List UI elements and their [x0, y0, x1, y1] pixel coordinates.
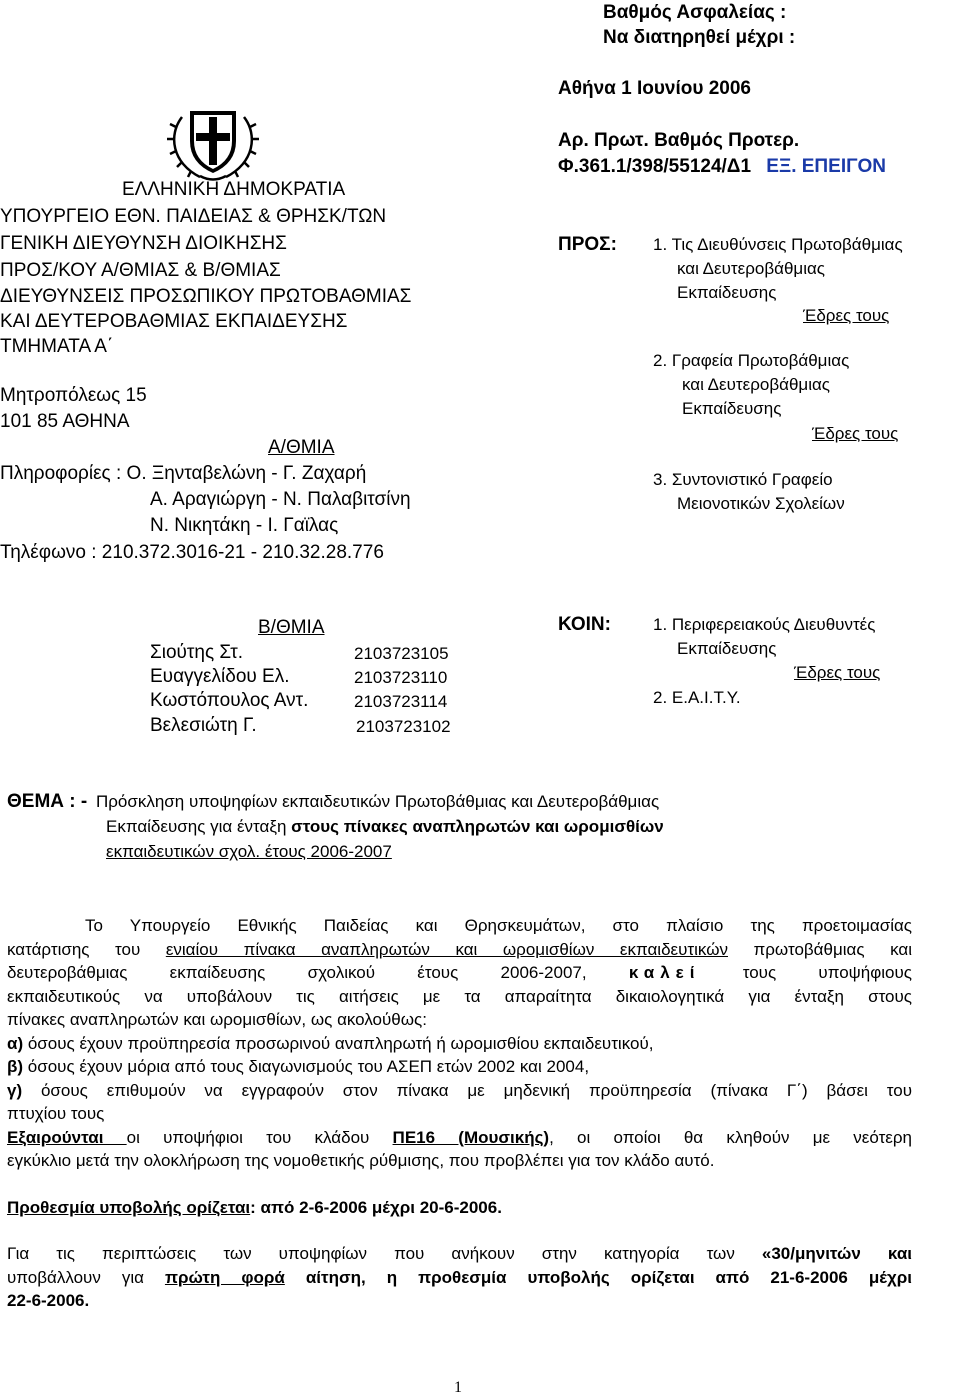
header-line-3: ΓΕΝΙΚΗ ΔΙΕΥΘΥΝΣΗ ΔΙΟΙΚΗΣΗΣ	[0, 233, 287, 254]
security-grade: Βαθμός Ασφαλείας :	[603, 2, 787, 23]
body-p1-l5: πίνακες αναπληρωτών και ωρομισθίων, ως ακολούθως:	[7, 1010, 427, 1029]
pros-item-1-l3: Εκπαίδευσης	[677, 283, 777, 302]
security-keep-until: Να διατηρηθεί μέχρι :	[603, 27, 796, 48]
body-deadline: Προθεσμία υποβολής ορίζεται: από 2-6-2006 μέχρι 20-6-2006.	[7, 1197, 502, 1217]
body-text	[7, 914, 912, 1313]
contact-name: Σιούτης Στ.	[150, 642, 244, 663]
ref-number: Φ.361.1/398/55124/Δ1	[558, 156, 752, 177]
contact-phone: 2103723114	[354, 692, 448, 711]
body-p1-l4: εκπαιδευτικούς να υποβάλουν τις αιτήσεις με τα απαραίτητα δικαιολογητικά για ένταξη στους	[7, 986, 912, 1006]
pros-item-3-l1: 3. Συντονιστικό Γραφείο	[653, 470, 833, 489]
info-line-1: Πληροφορίες : Ο. Ξηνταβελώνη - Γ. Ζαχαρή	[0, 463, 367, 484]
address-city: 101 85 ΑΘΗΝΑ	[0, 411, 130, 432]
subject-label: ΘΕΜΑ : -	[7, 791, 88, 812]
pros-label: ΠΡΟΣ:	[558, 234, 617, 255]
contact-phone: 2103723110	[354, 668, 448, 687]
address-street: Μητροπόλεως 15	[0, 385, 147, 406]
pros-item-2-l1: 2. Γραφεία Πρωτοβάθμιας	[653, 351, 850, 370]
body-item-c-l2: πτυχίου τους	[7, 1104, 105, 1123]
ref-urgent: ΕΞ. ΕΠΕΙΓΟΝ	[766, 156, 887, 177]
header-line-2: ΥΠΟΥΡΓΕΙΟ ΕΘΝ. ΠΑΙΔΕΙΑΣ & ΘΡΗΣΚ/ΤΩΝ	[0, 206, 387, 227]
info-line-2: Α. Αραγιώργη - Ν. Παλαβιτσίνη	[150, 489, 411, 510]
koin-item-1-l1: 1. Περιφερειακούς Διευθυντές	[653, 615, 876, 634]
body-item-b: β) όσους έχουν μόρια από τους διαγωνισμούς του ΑΣΕΠ ετών 2002 και 2004,	[7, 1057, 590, 1076]
body-item-c-l1: γ) όσους επιθυμούν να εγγραφούν στον πίνακα με μηδενική προϋπηρεσία (πίνακα Γ΄) βάσει του	[7, 1080, 912, 1100]
contact-name: Βελεσιώτη Γ.	[150, 715, 257, 736]
greek-emblem-icon	[160, 97, 266, 183]
subject-line-3: εκπαιδευτικών σχολ. έτους 2006-2007	[106, 842, 392, 861]
body-last-l2: υποβάλλουν για πρώτη φορά αίτηση, η προθεσμία υποβολής ορίζεται από 21-6-2006 μέχρι	[7, 1267, 912, 1287]
pros-item-1-l1: 1. Τις Διευθύνσεις Πρωτοβάθμιας	[653, 235, 903, 254]
header-line-5: ΔΙΕΥΘΥΝΣΕΙΣ ΠΡΟΣΩΠΙΚΟΥ ΠΡΩΤΟΒΑΘΜΙΑΣ	[0, 286, 412, 307]
header-line-7: ΤΜΗΜΑΤΑ Α΄	[0, 336, 114, 357]
subject-line-2a: Εκπαίδευσης για ένταξη	[106, 817, 292, 836]
pros-item-1-l4: Έδρες τους	[803, 306, 890, 325]
body-item-a: α) όσους έχουν προϋπηρεσία προσωρινού αναπληρωτή ή ωρομισθίου εκπαιδευτικού,	[7, 1033, 654, 1053]
header-line-1: ΕΛΛΗΝΙΚΗ ΔΗΜΟΚΡΑΤΙΑ	[122, 179, 346, 200]
subject-line-2b: στους πίνακες αναπληρωτών και ωρομισθίων	[291, 817, 664, 836]
body-last-l3: 22-6-2006.	[7, 1291, 90, 1310]
body-last-l1: Για τις περιπτώσεις των υποψηφίων που ανήκουν στην κατηγορία των «30/μηνιτών και	[7, 1244, 912, 1263]
body-p1-l2: κατάρτισης του ενιαίου πίνακα αναπληρωτών και ωρομισθίων εκπαιδευτικών πρωτοβάθμιας και	[7, 939, 912, 959]
pros-item-3-l2: Μειονοτικών Σχολείων	[677, 494, 845, 513]
document-date: Αθήνα 1 Ιουνίου 2006	[558, 78, 751, 99]
phone-line: Τηλέφωνο : 210.372.3016-21 - 210.32.28.776	[0, 542, 384, 563]
pros-item-2-l2: και Δευτεροβάθμιας	[682, 375, 830, 394]
pros-item-1-l2: και Δευτεροβάθμιας	[677, 259, 825, 278]
b-thmia-title: Β/ΘΜΙΑ	[258, 617, 325, 638]
header-line-4: ΠΡΟΣ/ΚΟΥ Α/ΘΜΙΑΣ & Β/ΘΜΙΑΣ	[0, 260, 281, 281]
body-exception-l2: εγκύκλιο μετά την ολοκλήρωση της νομοθετικής ρύθμισης, που προβλέπει για τον κλάδο αυτό.	[7, 1151, 715, 1170]
body-p1-l3: δευτεροβάθμιας εκπαίδευσης σχολικού έτους 2006-2007, καλεί τους υποψήφιους	[7, 963, 912, 982]
subject-line-1: Πρόσκληση υποψηφίων εκπαιδευτικών Πρωτοβάθμιας και Δευτεροβάθμιας	[95, 792, 660, 811]
contact-name: Ευαγγελίδου Ελ.	[150, 666, 290, 687]
a-thmia-title: Α/ΘΜΙΑ	[268, 437, 335, 458]
contact-name: Κωστόπουλος Αντ.	[150, 690, 309, 711]
contact-phone: 2103723102	[356, 717, 451, 736]
body-p1-l1: Το Υπουργείο Εθνικής Παιδείας και Θρησκευμάτων, στο πλαίσιο της προετοιμασίας	[85, 916, 912, 935]
info-line-3: Ν. Νικητάκη - Ι. Γαϊλας	[150, 515, 339, 536]
koin-item-2: 2. Ε.Α.Ι.Τ.Υ.	[653, 688, 741, 707]
body-exception-l1: Εξαιρούνται οι υποψήφιοι του κλάδου ΠΕ16 (Μουσικής), οι οποίοι θα κληθούν με νεότερη	[7, 1127, 912, 1147]
ref-line-1: Αρ. Πρωτ. Βαθμός Προτερ.	[558, 130, 800, 151]
pros-item-2-l4: Έδρες τους	[812, 424, 899, 443]
page-number: 1	[454, 1379, 462, 1396]
koin-item-1-l2: Εκπαίδευσης	[677, 639, 777, 658]
header-line-6: ΚΑΙ ΔΕΥΤΕΡΟΒΑΘΜΙΑΣ ΕΚΠΑΙΔΕΥΣΗΣ	[0, 311, 348, 332]
koin-item-1-l3: Έδρες τους	[794, 663, 881, 682]
koin-label: ΚΟΙΝ:	[558, 614, 611, 635]
pros-item-2-l3: Εκπαίδευσης	[682, 399, 782, 418]
contact-phone: 2103723105	[354, 644, 449, 663]
